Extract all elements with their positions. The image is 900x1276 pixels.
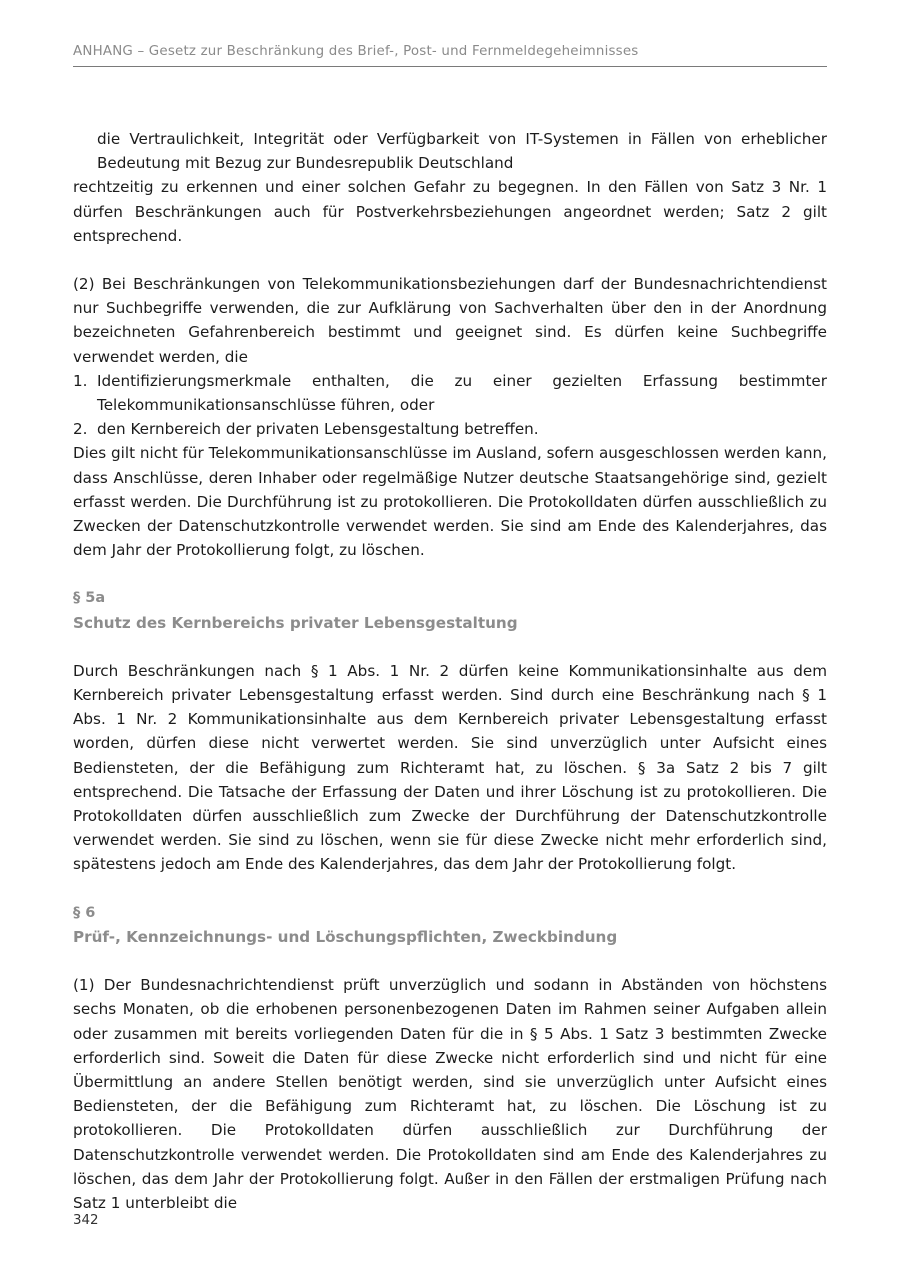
header-divider xyxy=(73,66,827,67)
continued-list-item: die Vertraulichkeit, Integrität oder Verfügbarkeit von IT-Systemen in Fällen von erheblicher Bedeutung mit Bezug zur Bundesrepublik Deutschland xyxy=(97,130,827,173)
running-header: ANHANG – Gesetz zur Beschränkung des Brief-, Post- und Fernmeldegeheimnisses xyxy=(73,44,639,59)
section-6-text: (1) Der Bundesnachrichtendienst prüft unverzüglich und sodann in Abständen von höchstens sechs Monaten, ob die erhobenen personenbezogenen Daten im Rahmen seiner Aufgaben allein oder zusammen mit bereits vorliegenden Daten für die in § 5 Abs. 1 Satz 3 bestimmten Zwecke erforderlich sind. Soweit die Daten für diese Zwecke nicht erforderlich sind und nicht für eine Übermittlung an andere Stellen benötigt werden, sind sie unverzüglich unter Aufsicht eines Bediensteten, der die Befähigung zum Richteramt hat, zu löschen. Die Löschung ist zu protokollieren. Die Protokolldaten dürfen ausschließlich zur Durchführung der Datenschutzkontrolle verwendet werden. Die Protokolldaten sind am Ende des Kalenderjahres zu löschen, das dem Jahr der Protokollierung folgt. Außer in den Fällen der erstmaligen Prüfung nach Satz 1 unterbleibt die xyxy=(73,976,827,1212)
section-6-number: § 6 xyxy=(73,904,96,921)
section-6-title: Prüf-, Kennzeichnungs- und Löschungspflichten, Zweckbindung xyxy=(73,927,618,946)
list-item-number: 2. xyxy=(73,420,88,439)
section-5a-number: § 5a xyxy=(73,590,106,607)
page-content xyxy=(73,127,827,1215)
page-number: 342 xyxy=(73,1213,99,1228)
list-item-text: Identifizierungsmerkmale enthalten, die zu einer gezielten Erfassung bestimmter Telekommunikationsanschlüsse führen, oder xyxy=(97,371,827,415)
paragraph-2-intro: (2) Bei Beschränkungen von Telekommunikationsbeziehungen darf der Bundesnachrichtendienst nur Suchbegriffe verwenden, die zur Aufklärung von Sachverhalten über den in der Anordnung bezeichneten Gefahrenbereich bestimmt und geeignet sind. Es dürfen keine Suchbegriffe verwendet werden, die xyxy=(73,275,827,366)
list-item-text: den Kernbereich der privaten Lebensgestaltung betreffen. xyxy=(97,420,539,439)
list-item-number: 1. xyxy=(73,371,88,390)
list-item xyxy=(73,417,827,441)
section-5a-title: Schutz des Kernbereichs privater Lebensgestaltung xyxy=(73,613,518,632)
section-5a-text: Durch Beschränkungen nach § 1 Abs. 1 Nr. 2 dürfen keine Kommunikationsinhalte aus dem Kernbereich privater Lebensgestaltung erfasst werden. Sind durch eine Beschränkung nach § 1 Abs. 1 Nr. 2 Kommunikationsinhalte aus dem Kernbereich privater Lebensgestaltung erfasst worden, dürfen diese nicht verwertet werden. Sie sind unverzüglich unter Aufsicht eines Bediensteten, der die Befähigung zum Richteramt hat, zu löschen. § 3a Satz 2 bis 7 gilt entsprechend. Die Tatsache der Erfassung der Daten und ihrer Löschung ist zu protokollieren. Die Protokolldaten dürfen ausschließlich zum Zwecke der Durchführung der Datenschutzkontrolle verwendet werden. Sie sind zu löschen, wenn sie für diese Zwecke nicht mehr erforderlich sind, spätestens jedoch am Ende des Kalenderjahres, das dem Jahr der Protokollierung folgt. xyxy=(73,661,827,874)
continued-paragraph: rechtzeitig zu erkennen und einer solchen Gefahr zu begegnen. In den Fällen von Satz 3 Nr. 1 dürfen Beschränkungen auch für Postverkehrsbeziehungen angeordnet werden; Satz 2 gilt entsprechend. xyxy=(73,178,827,245)
list-item xyxy=(73,369,827,417)
paragraph-2-outro: Dies gilt nicht für Telekommunikationsanschlüsse im Ausland, sofern ausgeschlossen werden kann, dass Anschlüsse, deren Inhaber oder regelmäßige Nutzer deutsche Staatsangehörige sind, gezielt erfasst werden. Die Durchführung ist zu protokollieren. Die Protokolldaten dürfen ausschließlich zu Zwecken der Datenschutzkontrolle verwendet werden. Sie sind am Ende des Kalenderjahres, das dem Jahr der Protokollierung folgt, zu löschen. xyxy=(73,444,827,560)
